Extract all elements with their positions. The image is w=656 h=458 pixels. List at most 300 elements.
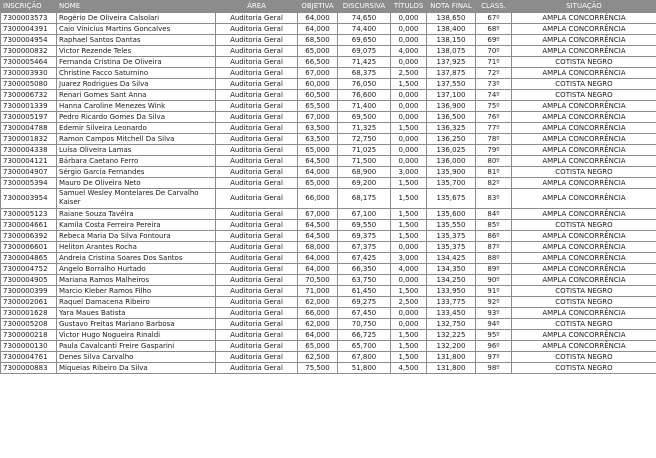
cell-class: 81º (476, 167, 512, 178)
cell-situacao: COTISTA NEGRO (512, 297, 656, 308)
cell-titulos: 0,000 (391, 275, 427, 286)
cell-titulos: 0,000 (391, 112, 427, 123)
cell-class: 69º (476, 35, 512, 46)
cell-class: 82º (476, 178, 512, 189)
cell-nota-final: 134,350 (427, 264, 476, 275)
cell-situacao: AMPLA CONCORRÊNCIA (512, 178, 656, 189)
cell-inscricao: 7300004121 (1, 156, 57, 167)
cell-nota-final: 138,150 (427, 35, 476, 46)
cell-situacao: COTISTA NEGRO (512, 57, 656, 68)
cell-titulos: 0,000 (391, 134, 427, 145)
header-row (1, 1, 656, 13)
cell-discursiva: 76,050 (338, 79, 391, 90)
cell-inscricao: 7300004761 (1, 352, 57, 363)
table-row (1, 24, 656, 35)
cell-nota-final: 134,425 (427, 253, 476, 264)
cell-objetiva: 64,500 (298, 220, 338, 231)
cell-discursiva: 69,375 (338, 231, 391, 242)
cell-situacao: AMPLA CONCORRÊNCIA (512, 209, 656, 220)
cell-nota-final: 135,600 (427, 209, 476, 220)
cell-objetiva: 62,500 (298, 352, 338, 363)
cell-area: Auditoria Geral (216, 79, 298, 90)
cell-nome: Renari Gomes Sant Anna (57, 90, 216, 101)
table-row (1, 308, 656, 319)
cell-inscricao: 7300006392 (1, 231, 57, 242)
cell-nota-final: 136,500 (427, 112, 476, 123)
table-row (1, 341, 656, 352)
header-inscricao: INSCRIÇÃO (1, 1, 57, 13)
cell-nome: Gustavo Freitas Mariano Barbosa (57, 319, 216, 330)
cell-inscricao: 7300002061 (1, 297, 57, 308)
cell-situacao: AMPLA CONCORRÊNCIA (512, 13, 656, 24)
cell-titulos: 4,000 (391, 46, 427, 57)
cell-situacao: COTISTA NEGRO (512, 319, 656, 330)
cell-discursiva: 76,600 (338, 90, 391, 101)
cell-class: 74º (476, 90, 512, 101)
table-row (1, 264, 656, 275)
cell-nome: Marcio Kleber Ramos Filho (57, 286, 216, 297)
cell-titulos: 1,500 (391, 123, 427, 134)
table-row (1, 220, 656, 231)
cell-nota-final: 137,550 (427, 79, 476, 90)
cell-discursiva: 74,650 (338, 13, 391, 24)
cell-objetiva: 64,000 (298, 24, 338, 35)
cell-objetiva: 60,000 (298, 79, 338, 90)
cell-nome: Ramon Campos Mitchell Da Silva (57, 134, 216, 145)
table-row (1, 101, 656, 112)
cell-discursiva: 72,750 (338, 134, 391, 145)
cell-objetiva: 66,500 (298, 57, 338, 68)
cell-nota-final: 135,375 (427, 231, 476, 242)
cell-titulos: 0,000 (391, 242, 427, 253)
table-row (1, 57, 656, 68)
cell-area: Auditoria Geral (216, 330, 298, 341)
cell-discursiva: 68,375 (338, 68, 391, 79)
table-row (1, 156, 656, 167)
cell-nome: Bárbara Caetano Ferro (57, 156, 216, 167)
cell-titulos: 0,000 (391, 35, 427, 46)
cell-nota-final: 131,800 (427, 363, 476, 374)
cell-nome: Paula Cavalcanti Freire Gasparini (57, 341, 216, 352)
cell-area: Auditoria Geral (216, 101, 298, 112)
table-row (1, 178, 656, 189)
cell-class: 70º (476, 46, 512, 57)
cell-class: 95º (476, 330, 512, 341)
table-row (1, 330, 656, 341)
cell-situacao: COTISTA NEGRO (512, 90, 656, 101)
cell-class: 72º (476, 68, 512, 79)
cell-nome: Yara Maues Batista (57, 308, 216, 319)
cell-inscricao: 7300003930 (1, 68, 57, 79)
cell-area: Auditoria Geral (216, 363, 298, 374)
cell-nome: Rogério De Oliveira Calsolari (57, 13, 216, 24)
cell-titulos: 0,000 (391, 90, 427, 101)
cell-titulos: 2,500 (391, 297, 427, 308)
cell-titulos: 0,000 (391, 145, 427, 156)
cell-titulos: 1,500 (391, 352, 427, 363)
cell-class: 94º (476, 319, 512, 330)
cell-area: Auditoria Geral (216, 242, 298, 253)
cell-situacao: COTISTA NEGRO (512, 79, 656, 90)
cell-nota-final: 132,750 (427, 319, 476, 330)
table-row (1, 297, 656, 308)
cell-situacao: AMPLA CONCORRÊNCIA (512, 242, 656, 253)
cell-nome: Caio Vinicius Martins Goncalves (57, 24, 216, 35)
cell-discursiva: 67,100 (338, 209, 391, 220)
cell-titulos: 2,500 (391, 68, 427, 79)
cell-objetiva: 70,500 (298, 275, 338, 286)
cell-titulos: 3,000 (391, 253, 427, 264)
header-nota-final: NOTA FINAL (427, 1, 476, 13)
cell-inscricao: 7300003573 (1, 13, 57, 24)
header-discursiva: DISCURSIVA (338, 1, 391, 13)
cell-discursiva: 67,375 (338, 242, 391, 253)
cell-inscricao: 7300005208 (1, 319, 57, 330)
cell-titulos: 4,500 (391, 363, 427, 374)
cell-area: Auditoria Geral (216, 264, 298, 275)
cell-nome: Sérgio Garcia Fernandes (57, 167, 216, 178)
cell-class: 97º (476, 352, 512, 363)
cell-class: 78º (476, 134, 512, 145)
cell-nota-final: 135,675 (427, 189, 476, 209)
cell-nome: Angelo Borralho Hurtado (57, 264, 216, 275)
cell-titulos: 1,500 (391, 330, 427, 341)
cell-nome: Victor Hugo Nogueira Rinaldi (57, 330, 216, 341)
cell-objetiva: 67,000 (298, 112, 338, 123)
cell-objetiva: 64,000 (298, 13, 338, 24)
cell-situacao: AMPLA CONCORRÊNCIA (512, 231, 656, 242)
cell-discursiva: 70,750 (338, 319, 391, 330)
cell-nota-final: 133,775 (427, 297, 476, 308)
table-row (1, 112, 656, 123)
cell-inscricao: 7300001339 (1, 101, 57, 112)
header-titulos: TÍTULOS (391, 1, 427, 13)
cell-nota-final: 137,925 (427, 57, 476, 68)
cell-inscricao: 7300005080 (1, 79, 57, 90)
cell-nota-final: 136,900 (427, 101, 476, 112)
cell-inscricao: 7300004865 (1, 253, 57, 264)
cell-nota-final: 133,950 (427, 286, 476, 297)
cell-objetiva: 75,500 (298, 363, 338, 374)
cell-objetiva: 68,500 (298, 35, 338, 46)
table-row (1, 123, 656, 134)
cell-inscricao: 7300004907 (1, 167, 57, 178)
cell-discursiva: 68,900 (338, 167, 391, 178)
cell-objetiva: 65,000 (298, 46, 338, 57)
cell-titulos: 3,000 (391, 167, 427, 178)
cell-titulos: 4,000 (391, 264, 427, 275)
cell-nome: Kamila Costa Ferreira Pereira (57, 220, 216, 231)
cell-inscricao: 7300000883 (1, 363, 57, 374)
cell-situacao: AMPLA CONCORRÊNCIA (512, 68, 656, 79)
cell-titulos: 0,000 (391, 101, 427, 112)
cell-nota-final: 136,250 (427, 134, 476, 145)
cell-discursiva: 51,800 (338, 363, 391, 374)
cell-inscricao: 7300004905 (1, 275, 57, 286)
cell-nome: Mauro De Oliveira Neto (57, 178, 216, 189)
cell-nota-final: 134,250 (427, 275, 476, 286)
cell-situacao: AMPLA CONCORRÊNCIA (512, 156, 656, 167)
table-row (1, 68, 656, 79)
cell-titulos: 0,000 (391, 319, 427, 330)
cell-discursiva: 67,800 (338, 352, 391, 363)
cell-objetiva: 64,000 (298, 167, 338, 178)
cell-area: Auditoria Geral (216, 209, 298, 220)
cell-class: 71º (476, 57, 512, 68)
cell-nota-final: 132,200 (427, 341, 476, 352)
cell-inscricao: 7300004954 (1, 35, 57, 46)
cell-situacao: AMPLA CONCORRÊNCIA (512, 101, 656, 112)
cell-objetiva: 67,000 (298, 68, 338, 79)
cell-discursiva: 67,425 (338, 253, 391, 264)
cell-discursiva: 71,400 (338, 101, 391, 112)
cell-area: Auditoria Geral (216, 134, 298, 145)
cell-situacao: AMPLA CONCORRÊNCIA (512, 264, 656, 275)
cell-discursiva: 69,275 (338, 297, 391, 308)
header-nome: NOME (57, 1, 216, 13)
cell-titulos: 1,500 (391, 220, 427, 231)
cell-objetiva: 62,000 (298, 319, 338, 330)
cell-inscricao: 7300004788 (1, 123, 57, 134)
cell-titulos: 0,000 (391, 13, 427, 24)
cell-titulos: 1,500 (391, 231, 427, 242)
cell-nome: Raquel Damacena Ribeiro (57, 297, 216, 308)
cell-class: 88º (476, 253, 512, 264)
cell-area: Auditoria Geral (216, 156, 298, 167)
table-row (1, 253, 656, 264)
table-row (1, 145, 656, 156)
cell-discursiva: 61,450 (338, 286, 391, 297)
cell-objetiva: 64,000 (298, 330, 338, 341)
table-row (1, 134, 656, 145)
cell-titulos: 1,500 (391, 286, 427, 297)
cell-nome: Heliton Arantes Rocha (57, 242, 216, 253)
table-row (1, 231, 656, 242)
cell-nota-final: 136,325 (427, 123, 476, 134)
cell-discursiva: 69,075 (338, 46, 391, 57)
cell-class: 91º (476, 286, 512, 297)
cell-situacao: AMPLA CONCORRÊNCIA (512, 330, 656, 341)
cell-inscricao: 7300005197 (1, 112, 57, 123)
cell-area: Auditoria Geral (216, 145, 298, 156)
cell-area: Auditoria Geral (216, 68, 298, 79)
cell-objetiva: 64,000 (298, 264, 338, 275)
cell-nome: Christine Facco Saturnino (57, 68, 216, 79)
table-header (1, 1, 656, 13)
cell-objetiva: 66,000 (298, 308, 338, 319)
cell-situacao: AMPLA CONCORRÊNCIA (512, 123, 656, 134)
header-class: CLASS. (476, 1, 512, 13)
cell-inscricao: 7300004752 (1, 264, 57, 275)
cell-situacao: COTISTA NEGRO (512, 352, 656, 363)
cell-nota-final: 137,875 (427, 68, 476, 79)
cell-area: Auditoria Geral (216, 352, 298, 363)
cell-inscricao: 7300005123 (1, 209, 57, 220)
cell-area: Auditoria Geral (216, 275, 298, 286)
cell-class: 80º (476, 156, 512, 167)
cell-situacao: AMPLA CONCORRÊNCIA (512, 35, 656, 46)
cell-discursiva: 71,025 (338, 145, 391, 156)
cell-nota-final: 135,375 (427, 242, 476, 253)
cell-titulos: 1,500 (391, 209, 427, 220)
cell-discursiva: 66,350 (338, 264, 391, 275)
cell-nota-final: 131,800 (427, 352, 476, 363)
cell-objetiva: 67,000 (298, 209, 338, 220)
table-row (1, 319, 656, 330)
cell-nome: Victor Rezende Teles (57, 46, 216, 57)
cell-inscricao: 7300000130 (1, 341, 57, 352)
cell-discursiva: 69,500 (338, 112, 391, 123)
cell-discursiva: 69,200 (338, 178, 391, 189)
cell-nota-final: 137,100 (427, 90, 476, 101)
cell-area: Auditoria Geral (216, 253, 298, 264)
cell-class: 89º (476, 264, 512, 275)
cell-inscricao: 7300005464 (1, 57, 57, 68)
cell-inscricao: 7300000218 (1, 330, 57, 341)
cell-objetiva: 63,500 (298, 123, 338, 134)
cell-objetiva: 68,000 (298, 242, 338, 253)
cell-inscricao: 7300006601 (1, 242, 57, 253)
cell-discursiva: 71,500 (338, 156, 391, 167)
cell-nome: Edemir Silveira Leonardo (57, 123, 216, 134)
cell-situacao: AMPLA CONCORRÊNCIA (512, 275, 656, 286)
table-row (1, 209, 656, 220)
cell-area: Auditoria Geral (216, 13, 298, 24)
cell-titulos: 1,500 (391, 79, 427, 90)
cell-objetiva: 64,500 (298, 156, 338, 167)
cell-situacao: AMPLA CONCORRÊNCIA (512, 112, 656, 123)
cell-objetiva: 64,500 (298, 231, 338, 242)
cell-situacao: COTISTA NEGRO (512, 363, 656, 374)
cell-situacao: COTISTA NEGRO (512, 167, 656, 178)
header-area: ÁREA (216, 1, 298, 13)
cell-nota-final: 136,025 (427, 145, 476, 156)
cell-class: 76º (476, 112, 512, 123)
cell-nome: Andreia Cristina Soares Dos Santos (57, 253, 216, 264)
cell-class: 83º (476, 189, 512, 209)
cell-discursiva: 65,700 (338, 341, 391, 352)
cell-area: Auditoria Geral (216, 112, 298, 123)
cell-discursiva: 66,725 (338, 330, 391, 341)
cell-objetiva: 60,500 (298, 90, 338, 101)
table-row (1, 90, 656, 101)
cell-discursiva: 74,400 (338, 24, 391, 35)
header-objetiva: OBJETIVA (298, 1, 338, 13)
cell-objetiva: 65,500 (298, 101, 338, 112)
cell-situacao: AMPLA CONCORRÊNCIA (512, 145, 656, 156)
cell-situacao: COTISTA NEGRO (512, 286, 656, 297)
cell-inscricao: 7300004391 (1, 24, 57, 35)
cell-situacao: AMPLA CONCORRÊNCIA (512, 134, 656, 145)
cell-objetiva: 65,000 (298, 145, 338, 156)
cell-titulos: 0,000 (391, 24, 427, 35)
cell-area: Auditoria Geral (216, 308, 298, 319)
table-row (1, 275, 656, 286)
cell-nota-final: 138,650 (427, 13, 476, 24)
cell-area: Auditoria Geral (216, 297, 298, 308)
cell-class: 87º (476, 242, 512, 253)
cell-nota-final: 135,900 (427, 167, 476, 178)
table-row (1, 79, 656, 90)
cell-class: 85º (476, 220, 512, 231)
cell-area: Auditoria Geral (216, 178, 298, 189)
table-row (1, 13, 656, 24)
cell-area: Auditoria Geral (216, 167, 298, 178)
cell-inscricao: 7300001628 (1, 308, 57, 319)
cell-inscricao: 7300006732 (1, 90, 57, 101)
cell-area: Auditoria Geral (216, 189, 298, 209)
cell-titulos: 0,000 (391, 156, 427, 167)
cell-titulos: 1,500 (391, 189, 427, 209)
cell-inscricao: 7300000399 (1, 286, 57, 297)
cell-nota-final: 135,550 (427, 220, 476, 231)
cell-titulos: 1,500 (391, 341, 427, 352)
cell-class: 79º (476, 145, 512, 156)
cell-nome: Denes Silva Carvalho (57, 352, 216, 363)
header-situacao: SITUAÇÃO (512, 1, 656, 13)
cell-area: Auditoria Geral (216, 231, 298, 242)
table-row (1, 46, 656, 57)
cell-nota-final: 138,075 (427, 46, 476, 57)
cell-situacao: COTISTA NEGRO (512, 220, 656, 231)
cell-class: 84º (476, 209, 512, 220)
cell-objetiva: 63,500 (298, 134, 338, 145)
table-row (1, 363, 656, 374)
cell-titulos: 1,500 (391, 178, 427, 189)
cell-objetiva: 62,000 (298, 297, 338, 308)
cell-class: 92º (476, 297, 512, 308)
cell-nome: Juarez Rodrigues Da Silva (57, 79, 216, 90)
cell-nome: Hanna Caroline Menezes Wink (57, 101, 216, 112)
cell-discursiva: 69,650 (338, 35, 391, 46)
table-body (1, 13, 656, 374)
cell-nome: Mariana Ramos Malheiros (57, 275, 216, 286)
cell-class: 73º (476, 79, 512, 90)
cell-class: 77º (476, 123, 512, 134)
cell-discursiva: 68,175 (338, 189, 391, 209)
cell-nome: Fernanda Cristina De Oliveira (57, 57, 216, 68)
cell-nome: Rebeca Maria Da Silva Fontoura (57, 231, 216, 242)
cell-class: 68º (476, 24, 512, 35)
cell-titulos: 0,000 (391, 57, 427, 68)
cell-discursiva: 67,450 (338, 308, 391, 319)
table-row (1, 286, 656, 297)
cell-inscricao: 7300004338 (1, 145, 57, 156)
cell-situacao: AMPLA CONCORRÊNCIA (512, 308, 656, 319)
cell-area: Auditoria Geral (216, 286, 298, 297)
cell-area: Auditoria Geral (216, 123, 298, 134)
cell-nome: Luísa Oliveira Lamas (57, 145, 216, 156)
cell-nota-final: 133,450 (427, 308, 476, 319)
cell-inscricao: 7300000832 (1, 46, 57, 57)
cell-nome: Samuel Wesley Montelares De Carvalho Kaiser (57, 189, 216, 209)
cell-discursiva: 71,325 (338, 123, 391, 134)
cell-class: 67º (476, 13, 512, 24)
cell-class: 93º (476, 308, 512, 319)
cell-area: Auditoria Geral (216, 319, 298, 330)
cell-nota-final: 138,400 (427, 24, 476, 35)
cell-area: Auditoria Geral (216, 220, 298, 231)
cell-situacao: AMPLA CONCORRÊNCIA (512, 46, 656, 57)
cell-area: Auditoria Geral (216, 341, 298, 352)
cell-situacao: AMPLA CONCORRÊNCIA (512, 24, 656, 35)
cell-situacao: AMPLA CONCORRÊNCIA (512, 189, 656, 209)
cell-area: Auditoria Geral (216, 46, 298, 57)
cell-inscricao: 7300004661 (1, 220, 57, 231)
cell-situacao: AMPLA CONCORRÊNCIA (512, 253, 656, 264)
cell-discursiva: 63,750 (338, 275, 391, 286)
cell-titulos: 0,000 (391, 308, 427, 319)
